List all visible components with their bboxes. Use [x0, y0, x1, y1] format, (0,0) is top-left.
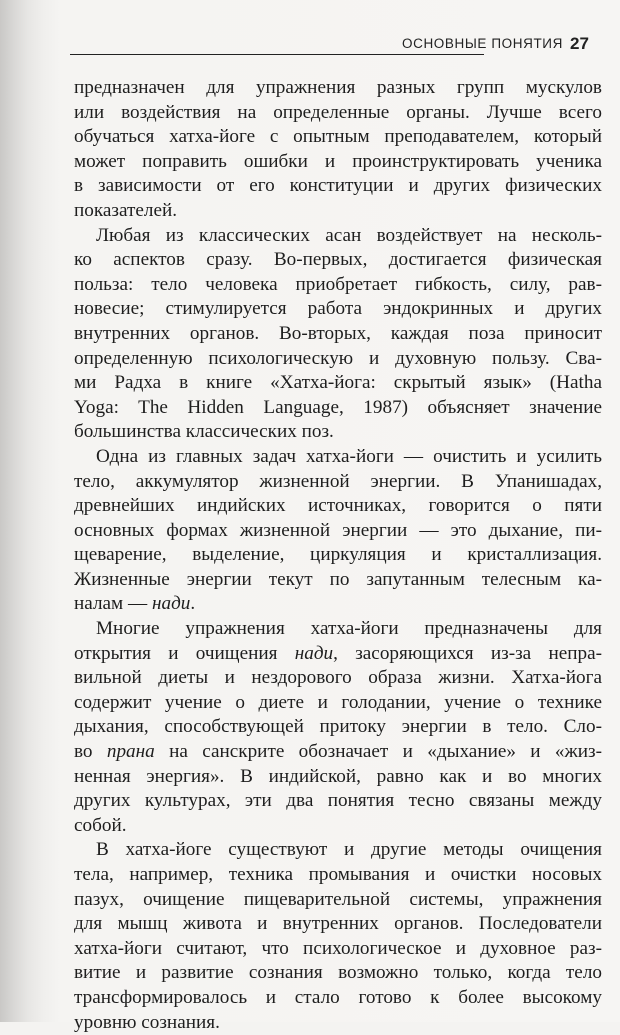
text-line: дыхания, способствующей притоку энергии в тело. Сло- [74, 716, 602, 738]
text-line: В хатха-йоге существуют и другие методы очищения [96, 839, 602, 861]
text-segment: , засоряющихся из-за непра- [333, 642, 602, 664]
text-line: ми Радха в книге «Хатха-йога: скрытый язык» (Hatha [74, 372, 602, 394]
body-text [74, 76, 602, 1035]
text-line [74, 740, 602, 765]
text-line: Жизненные энергии текут по запутанным телесным ка- [74, 568, 602, 590]
text-segment: на санскрите обозначает и «дыхание» и «жиз- [154, 741, 602, 763]
text-line: ко аспектов сразу. Во-первых, достигается физическая [74, 249, 602, 271]
text-line: уровню сознания. [74, 1011, 220, 1033]
text-line: основных формах жизненной энергии — это дыхание, пи- [74, 519, 602, 541]
text-line: обучаться хатха-йоге с опытным преподавателем, который [74, 126, 602, 148]
running-head [70, 34, 600, 56]
text-segment: налам — [74, 593, 152, 615]
text-line: польза: тело человека приобретает гибкость, силу, рав- [74, 273, 602, 295]
text-line: внутренних органов. Во-вторых, каждая поза приносит [74, 322, 602, 344]
italic-term: нади [294, 642, 334, 664]
text-line: собой. [74, 814, 127, 836]
text-line [74, 642, 602, 667]
text-line [74, 592, 602, 617]
text-line: содержит учение о диете и голодании, учение о технике [74, 691, 602, 713]
text-line: или воздействия на определенные органы. Лучше всего [74, 101, 602, 123]
text-line: показателей. [74, 199, 178, 221]
text-segment: во [74, 741, 107, 763]
text-line: Любая из классических асан воздействует на несколь- [96, 224, 602, 246]
italic-term: прана [106, 741, 155, 763]
text-segment: . [190, 593, 196, 615]
text-line: в зависимости от его конституции и других физических [74, 175, 602, 197]
page-number: 27 [570, 34, 589, 53]
text-line: других культурах, эти два понятия тесно связаны между [74, 790, 602, 812]
running-head-title: ОСНОВНЫЕ ПОНЯТИЯ [402, 36, 563, 51]
text-line: вильной диеты и нездорового образа жизни. Хатха-йога [74, 667, 602, 689]
text-line: Одна из главных задач хатха-йоги — очистить и усилить [96, 445, 602, 467]
text-line: щеварение, выделение, циркуляция и кристаллизация. [74, 544, 602, 566]
text-line: Yoga: The Hidden Language, 1987) объясняет значение [74, 396, 602, 418]
text-line: может поправить ошибки и проинструктировать ученика [74, 150, 602, 172]
text-line: тело, аккумулятор жизненной энергии. В Упанишадах, [74, 470, 602, 492]
text-line: хатха-йоги считают, что психологическое и духовное раз- [74, 937, 602, 959]
text-line: новесие; стимулируется работа эндокринных и других [74, 298, 602, 320]
italic-term: нади [151, 593, 191, 615]
header-rule [70, 54, 484, 55]
text-segment: открытия и очищения [74, 642, 295, 664]
text-line: древнейших индийских источниках, говорится о пяти [74, 495, 602, 517]
text-line: предназначен для упражнения разных групп мускулов [74, 77, 602, 98]
text-line: большинства классических поз. [74, 421, 334, 443]
text-line: определенную психологическую и духовную пользу. Сва- [74, 347, 602, 369]
text-line: трансформировалось и стало готово к более высокому [74, 986, 602, 1008]
text-line: витие и развитие сознания возможно только, когда тело [74, 962, 602, 984]
text-line: для мышц живота и внутренних органов. Последователи [74, 913, 602, 935]
text-line: тела, например, техника промывания и очистки носовых [74, 864, 602, 885]
text-line: Многие упражнения хатха-йоги предназначены для [96, 618, 602, 640]
text-line: ненная энергия». В индийской, равно как и во многих [74, 765, 602, 787]
text-line: пазух, очищение пищеварительной системы, упражнения [74, 888, 602, 910]
